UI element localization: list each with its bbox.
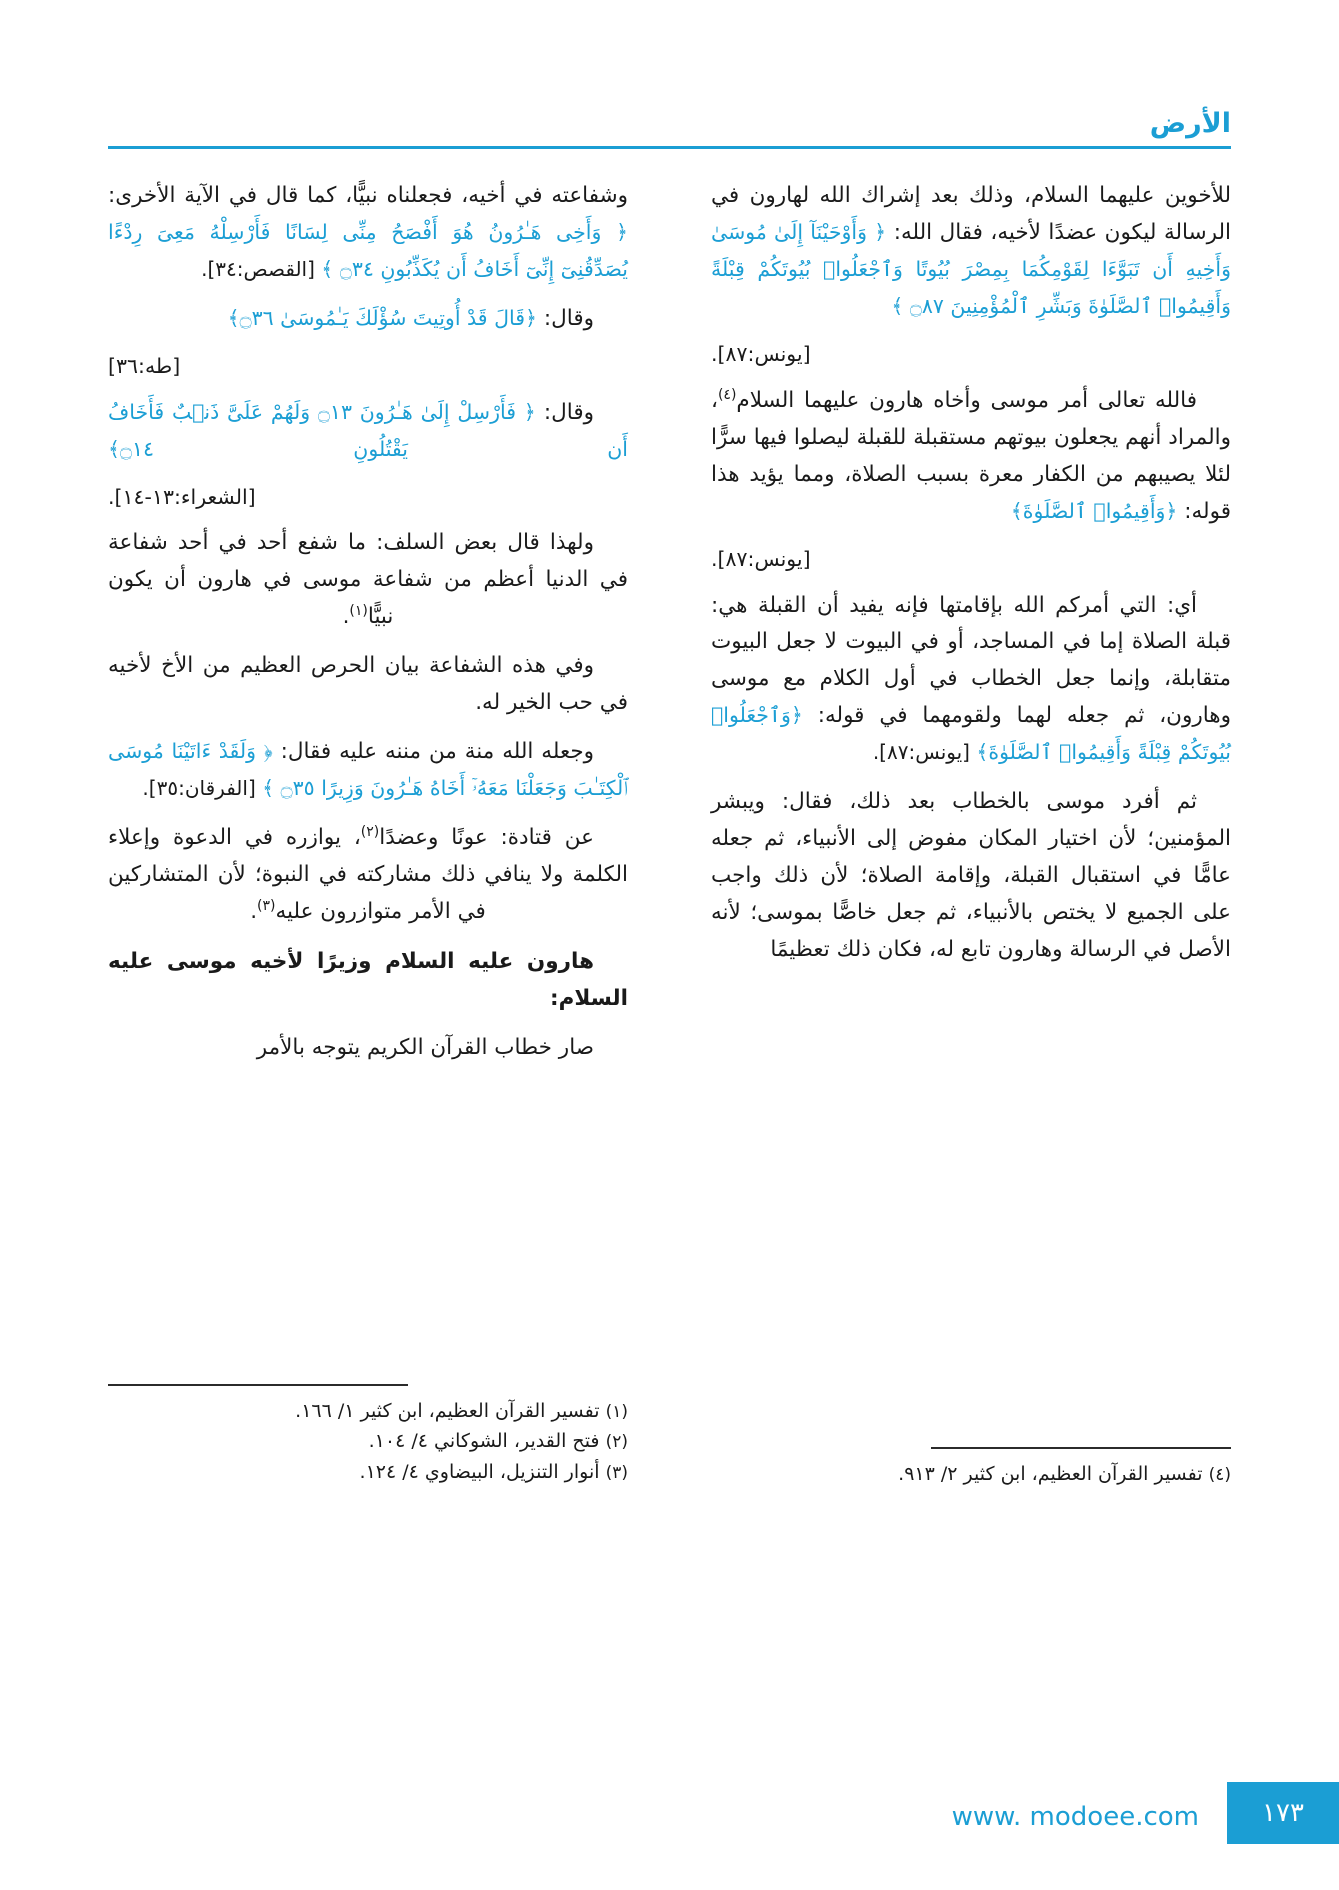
section-heading-text: هارون عليه السلام وزيرًا لأخيه موسى عليه السلام:	[108, 948, 628, 1011]
quran-quote: ﴿ وَلَقَدْ ءَاتَيْنَا مُوسَى ٱلْكِتَـٰبَ وَجَعَلْنَا مَعَهُۥٓ أَخَاهُ هَـٰرُونَ وَزِيرًا ۝٣٥ ﴾	[108, 739, 628, 801]
paragraph	[711, 178, 1231, 326]
footnote-text: أنوار التنزيل، البيضاوي ٤/ ١٢٤.	[359, 1461, 600, 1484]
content-columns	[108, 178, 1231, 1468]
footnotes-left	[108, 1384, 628, 1488]
paragraph-text: وجعله الله منة من مننه عليه فقال:	[272, 739, 594, 765]
footnote-item	[108, 1396, 628, 1427]
page-footer	[0, 1770, 1339, 1890]
paragraph-text: وقال:	[537, 305, 594, 331]
paragraph	[108, 820, 628, 931]
source-reference: [الفرقان:٣٥].	[142, 776, 263, 801]
footnote-item	[711, 1459, 1231, 1490]
source-reference: [يونس:٨٧].	[872, 740, 977, 765]
site-url[interactable]: www. modoee.com	[951, 1802, 1199, 1832]
paragraph	[108, 395, 628, 469]
paragraph-text: فالله تعالى أمر موسى وأخاه هارون عليهما السلام	[736, 387, 1197, 413]
footnote-text: تفسير القرآن العظيم، ابن كثير ٢/ ٩١٣.	[898, 1463, 1203, 1486]
column-left	[108, 178, 628, 1468]
section-heading	[108, 944, 628, 1018]
paragraph	[108, 648, 628, 722]
paragraph-text: ، والمراد أنهم يجعلون بيوتهم مستقبلة للقبلة ليصلوا فيها سرًّا لئلا يصيبهم من الكفار معرة بسبب الصلاة، ومما يؤيد هذا قوله:	[711, 387, 1231, 524]
page-number: ١٧٣	[1227, 1782, 1339, 1844]
source-reference: [الشعراء:١٣-١٤].	[108, 484, 256, 509]
quran-quote: ﴿قَالَ قَدْ أُوتِيتَ سُؤْلَكَ يَـٰمُوسَىٰ ۝٣٦﴾	[227, 305, 538, 330]
paragraph	[711, 784, 1231, 969]
footnote-marker[interactable]: (٢)	[360, 824, 380, 841]
footnote-marker[interactable]: (٣)	[257, 898, 276, 915]
footnote-divider	[931, 1447, 1231, 1449]
paragraph	[108, 178, 628, 289]
quran-quote: ﴿وَأَقِيمُوا۟ ٱلصَّلَوٰةَ﴾	[1010, 498, 1178, 523]
source-reference: [يونس:٨٧].	[711, 341, 811, 366]
footnote-number: (٤)	[1208, 1465, 1231, 1486]
footnote-number: (١)	[605, 1401, 628, 1422]
footnotes-right	[711, 1447, 1231, 1490]
footnote-number: (٣)	[605, 1463, 628, 1484]
paragraph	[108, 734, 628, 808]
footnote-item	[108, 1426, 628, 1457]
paragraph	[711, 588, 1231, 773]
paragraph-text: وشفاعته في أخيه، فجعلناه نبيًّا، كما قال في الآية الأخرى:	[108, 183, 628, 208]
paragraph-text: ثم أفرد موسى بالخطاب بعد ذلك، فقال: ويبشر المؤمنين؛ لأن اختيار المكان مفوض إلى الأنبياء، ثم جعله عامًّا في استقبال القبلة، وإقامة الصلاة؛ لأن ذلك واجب على الجميع لا يختص بالأنبياء، ثم جعل خاصًّا بموسى؛ لأنه الأصل في الرسالة وهارون تابع له، فكان ذلك تعظيمًا	[711, 789, 1231, 963]
footnote-number: (٢)	[605, 1432, 628, 1453]
source-reference: [القصص:٣٤].	[201, 256, 322, 281]
paragraph-text: ولهذا قال بعض السلف: ما شفع أحد في أحد شفاعة في الدنيا أعظم من شفاعة موسى في هارون أن يكون نبيًّا	[108, 530, 628, 630]
footnote-text: فتح القدير، الشوكاني ٤/ ١٠٤.	[368, 1430, 600, 1453]
paragraph-text: .	[250, 899, 258, 925]
paragraph-text: ، يوازره في الدعوة وإعلاء الكلمة ولا ينافي ذلك مشاركته في النبوة؛ لأن المتشاركين في الأمر متوازرون عليه	[108, 825, 628, 925]
paragraph-text: عن قتادة: عونًا وعضدًا	[379, 825, 594, 851]
paragraph-text: .	[342, 604, 350, 630]
footnote-divider	[108, 1384, 408, 1386]
paragraph-text: صار خطاب القرآن الكريم يتوجه بالأمر	[256, 1034, 594, 1060]
page-header	[108, 108, 1231, 150]
footnote-marker[interactable]: (١)	[349, 603, 368, 620]
quran-quote: ﴿ وَأَخِى هَـٰرُونُ هُوَ أَفْصَحُ مِنِّى لِسَانًا فَأَرْسِلْهُ مَعِىَ رِدْءًا يُصَدِّقُنِىٓ إِنِّىٓ أَخَافُ أَن يُكَذِّبُونِ ۝٣٤ ﴾	[108, 219, 628, 281]
paragraph-text: للأخوين عليهما السلام، وذلك بعد إشراك الله لهارون في الرسالة ليكون عضدًا لأخيه، فقال الله:	[711, 183, 1231, 245]
paragraph	[108, 301, 628, 338]
paragraph-text: وفي هذه الشفاعة بيان الحرص العظيم من الأخ لأخيه في حب الخير له.	[108, 653, 628, 716]
paragraph-text: وقال:	[535, 399, 594, 425]
quran-quote: ﴿ فَأَرْسِلْ إِلَىٰ هَـٰرُونَ ۝١٣ وَلَهُمْ عَلَىَّ ذَنۢبٌ فَأَخَافُ أَن يَقْتُلُونِ ۝١٤﴾	[108, 399, 628, 461]
footnote-item	[108, 1457, 628, 1488]
quran-quote: ﴿وَٱجْعَلُوا۟ بُيُوتَكُمْ قِبْلَةً وَأَقِيمُوا۟ ٱلصَّلَوٰةَ﴾	[711, 703, 1231, 765]
paragraph-text: أي: التي أمركم الله بإقامتها فإنه يفيد أن القبلة هي: قبلة الصلاة إما في المساجد، أو في البيوت لا جعل البيوت متقابلة، وإنما جعل الخطاب في أول الكلام مع موسى وهارون، ثم جعله لهما ولقومهما في قوله:	[711, 592, 1231, 729]
footnote-marker[interactable]: (٤)	[717, 386, 737, 403]
header-divider	[108, 146, 1231, 149]
footnote-text: تفسير القرآن العظيم، ابن كثير ١/ ١٦٦.	[295, 1399, 600, 1422]
column-right	[711, 178, 1231, 1468]
page-title: الأرض	[1149, 108, 1231, 139]
paragraph	[108, 525, 628, 636]
paragraph	[108, 1030, 628, 1067]
quran-quote: ﴿ وَأَوْحَيْنَآ إِلَىٰ مُوسَىٰ وَأَخِيهِ أَن تَبَوَّءَا لِقَوْمِكُمَا بِمِصْرَ بُيُوتًا وَٱجْعَلُوا۟ بُيُوتَكُمْ قِبْلَةً وَأَقِيمُوا۟ ٱلصَّلَوٰةَ وَبَشِّرِ ٱلْمُؤْمِنِينَ ۝٨٧ ﴾	[711, 219, 1231, 318]
source-reference: [طه:٣٦]	[108, 353, 181, 378]
paragraph	[711, 383, 1231, 531]
source-reference: [يونس:٨٧].	[711, 546, 811, 571]
